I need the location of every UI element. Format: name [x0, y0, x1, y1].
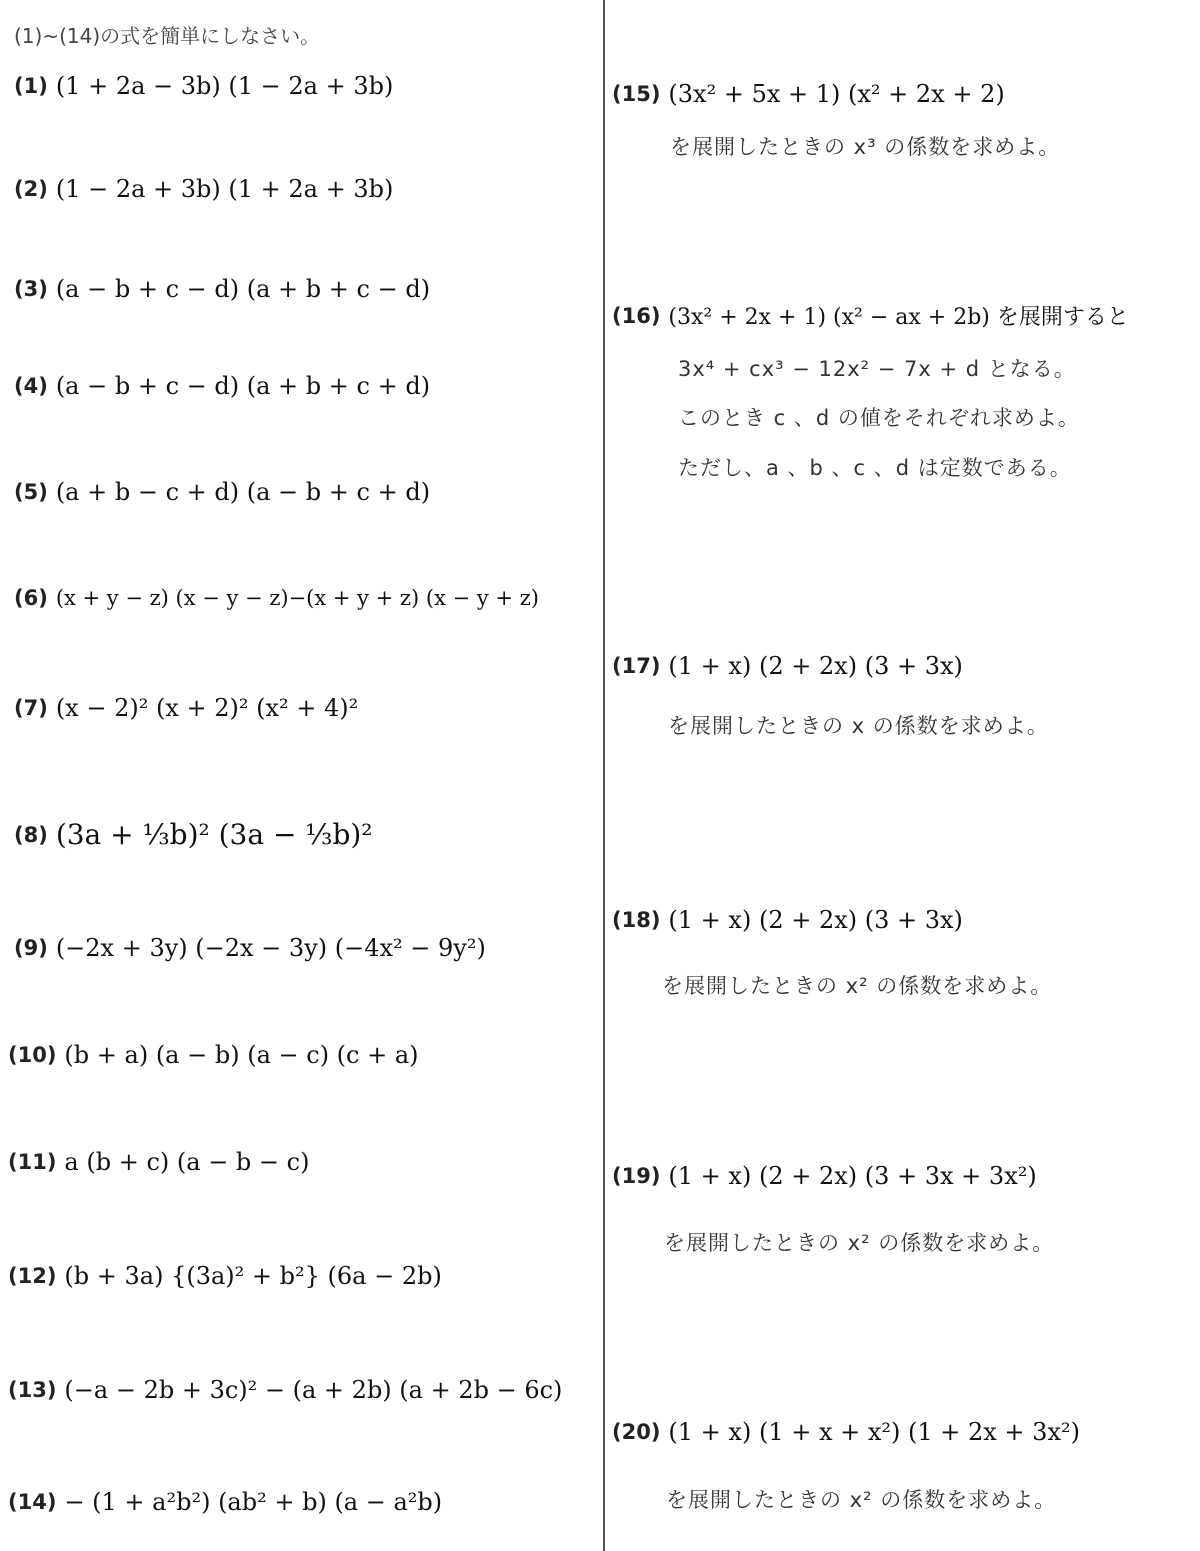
problem-label: (10)	[8, 1043, 57, 1067]
problem-expression: (x − 2)² (x + 2)² (x² + 4)²	[55, 694, 359, 722]
problem-label: (6)	[14, 586, 48, 610]
problem-7	[14, 694, 358, 722]
problem-19	[612, 1162, 1037, 1190]
problem-20	[612, 1418, 1080, 1446]
problem-label: (4)	[14, 374, 48, 398]
problem-label: (9)	[14, 936, 48, 960]
problem-14	[8, 1488, 442, 1516]
problem-expression: (1 − 2a + 3b) (1 + 2a + 3b)	[55, 175, 394, 203]
problem-16-line-1: 3x⁴ + cx³ − 12x² − 7x + d となる。	[678, 357, 1076, 381]
problem-expression: (a + b − c + d) (a − b + c + d)	[55, 478, 431, 506]
problem-expression: (3x² + 5x + 1) (x² + 2x + 2)	[668, 80, 1005, 108]
problem-expression: − (1 + a²b²) (ab² + b) (a − a²b)	[64, 1488, 443, 1516]
problem-expression: (−a − 2b + 3c)² − (a + 2b) (a + 2b − 6c)	[64, 1376, 563, 1404]
problem-expression: (3a + ⅓b)² (3a − ⅓b)²	[55, 818, 373, 851]
problem-expression: (3x² + 2x + 1) (x² − ax + 2b) を展開すると	[668, 305, 1129, 330]
problem-20-instruction: を展開したときの x² の係数を求めよ。	[666, 1488, 1057, 1512]
problem-label: (18)	[612, 908, 661, 932]
problem-17	[612, 652, 963, 680]
problem-label: (13)	[8, 1378, 57, 1402]
problem-16-line-3: ただし、a 、b 、c 、d は定数である。	[678, 456, 1072, 480]
problem-label: (15)	[612, 82, 661, 106]
problem-expression: (a − b + c − d) (a + b + c − d)	[55, 275, 431, 303]
problem-16-line-2: このとき c 、d の値をそれぞれ求めよ。	[678, 406, 1080, 430]
problem-label: (3)	[14, 277, 48, 301]
problem-8	[14, 818, 373, 851]
problem-label: (7)	[14, 696, 48, 720]
problem-label: (2)	[14, 177, 48, 201]
problem-19-instruction: を展開したときの x² の係数を求めよ。	[664, 1231, 1055, 1255]
problem-4	[14, 372, 430, 400]
problem-expression: (1 + x) (2 + 2x) (3 + 3x)	[668, 906, 963, 934]
problem-expression: (1 + x) (2 + 2x) (3 + 3x)	[668, 652, 963, 680]
problem-9	[14, 934, 486, 962]
problem-2	[14, 175, 393, 203]
problem-label: (19)	[612, 1164, 661, 1188]
problem-expression: (x + y − z) (x − y − z)−(x + y + z) (x − y + z)	[55, 586, 539, 610]
problem-expression: (b + a) (a − b) (a − c) (c + a)	[64, 1041, 419, 1069]
problem-label: (11)	[8, 1150, 57, 1174]
problem-11	[8, 1148, 309, 1176]
problem-12	[8, 1262, 442, 1290]
problem-label: (17)	[612, 654, 661, 678]
problem-expression: a (b + c) (a − b − c)	[64, 1148, 310, 1176]
problem-15	[612, 80, 1005, 108]
problem-expression: (1 + x) (1 + x + x²) (1 + 2x + 3x²)	[668, 1418, 1080, 1446]
problem-label: (12)	[8, 1264, 57, 1288]
instruction-text: (1)~(14)の式を簡単にしなさい。	[14, 24, 321, 48]
problem-5	[14, 478, 430, 506]
problem-1	[14, 72, 393, 100]
problem-13	[8, 1376, 562, 1404]
problem-18	[612, 906, 963, 934]
problem-3	[14, 275, 430, 303]
problem-expression: (−2x + 3y) (−2x − 3y) (−4x² − 9y²)	[55, 934, 486, 962]
problem-17-instruction: を展開したときの x の係数を求めよ。	[668, 714, 1049, 738]
problem-18-instruction: を展開したときの x² の係数を求めよ。	[662, 974, 1053, 998]
column-divider	[603, 0, 605, 1551]
problem-16	[612, 300, 1129, 331]
problem-label: (5)	[14, 480, 48, 504]
problem-label: (1)	[14, 74, 48, 98]
problem-15-instruction: を展開したときの x³ の係数を求めよ。	[670, 135, 1061, 159]
problem-label: (16)	[612, 303, 661, 328]
problem-label: (14)	[8, 1490, 57, 1514]
problem-expression: (1 + 2a − 3b) (1 − 2a + 3b)	[55, 72, 394, 100]
problem-label: (8)	[14, 822, 48, 847]
problem-6	[14, 586, 539, 610]
problem-expression: (a − b + c − d) (a + b + c + d)	[55, 372, 431, 400]
problem-label: (20)	[612, 1420, 661, 1444]
problem-expression: (b + 3a) {(3a)² + b²} (6a − 2b)	[64, 1262, 442, 1290]
problem-10	[8, 1041, 419, 1069]
problem-expression: (1 + x) (2 + 2x) (3 + 3x + 3x²)	[668, 1162, 1037, 1190]
